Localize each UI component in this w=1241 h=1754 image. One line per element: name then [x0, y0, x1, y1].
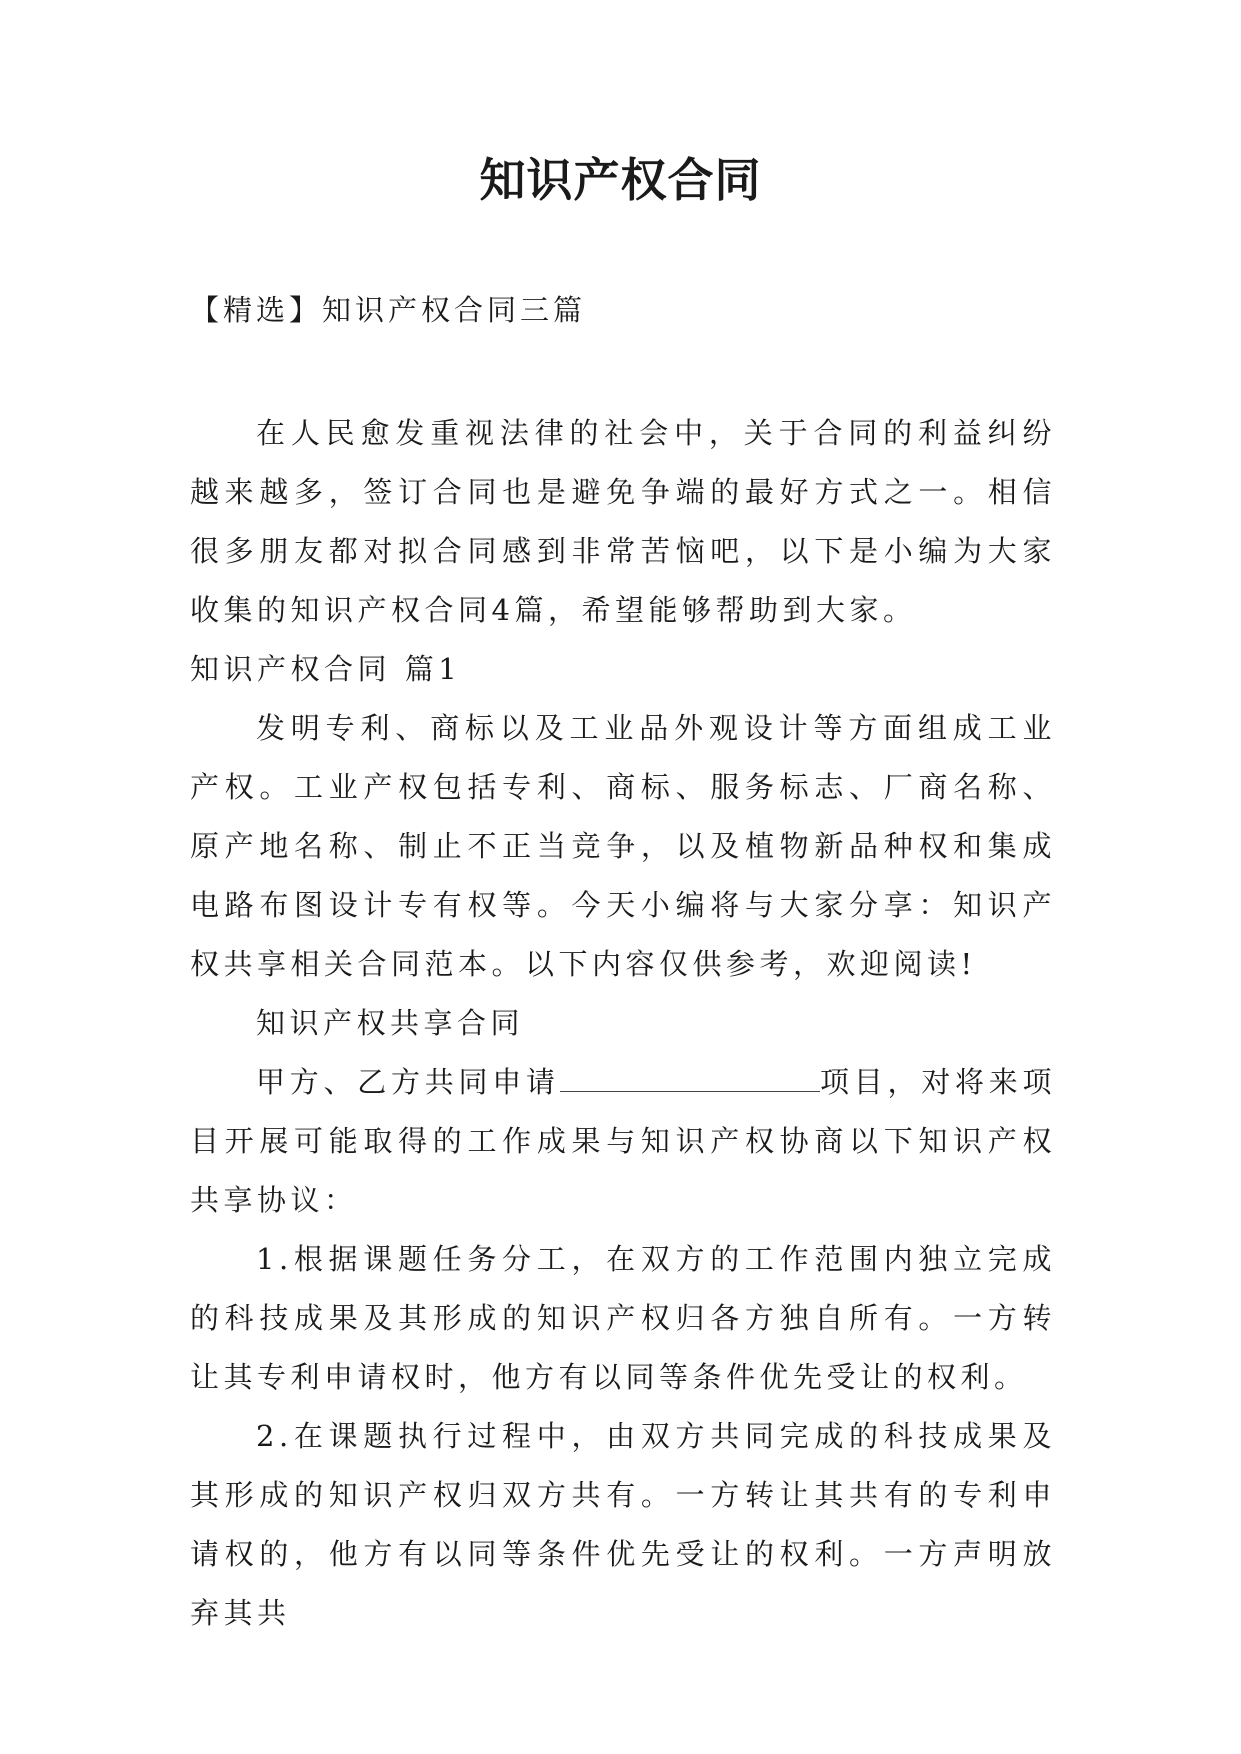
paragraph-5: 2.在课题执行过程中，由双方共同完成的科技成果及其形成的知识产权归双方共有。一方转让其共有的专利申请权的，他方有以同等条件优先受让的权利。一方声明放弃其共 [190, 1419, 1056, 1630]
paragraph-3 [190, 1053, 1056, 1230]
paragraph-2: 知识产权共享合同 [256, 1006, 525, 1040]
document-title: 知识产权合同 [479, 153, 762, 207]
intro-paragraph: 在人民愈发重视法律的社会中，关于合同的利益纠纷越来越多，签订合同也是避免争端的最好方式之一。相信很多朋友都对拟合同感到非常苦恼吧，以下是小编为大家收集的知识产权合同4篇，希望能够帮助到大家。 [190, 416, 1056, 627]
paragraph-1: 发明专利、商标以及工业品外观设计等方面组成工业产权。工业产权包括专利、商标、服务标志、厂商名称、原产地名称、制止不正当竞争，以及植物新品种权和集成电路布图设计专有权等。今天小编将与大家分享：知识产权共享相关合同范本。以下内容仅供参考，欢迎阅读! [190, 711, 1056, 981]
fill-in-blank [560, 1065, 820, 1092]
document-subtitle: 【精选】知识产权合同三篇 [190, 293, 587, 327]
paragraph-4: 1.根据课题任务分工，在双方的工作范围内独立完成的科技成果及其形成的知识产权归各方独自所有。一方转让其专利申请权时，他方有以同等条件优先受让的权利。 [190, 1242, 1056, 1394]
document-body [190, 404, 1056, 1643]
paragraph-3-lead: 甲方、乙方共同申请 [256, 1065, 560, 1099]
section-heading: 知识产权合同 篇1 [190, 652, 462, 686]
paragraph-3-tail: 项目，对将来项目开展可能取得的工作成果与知识产权协商以下知识产权共享协议： [190, 1065, 1056, 1217]
